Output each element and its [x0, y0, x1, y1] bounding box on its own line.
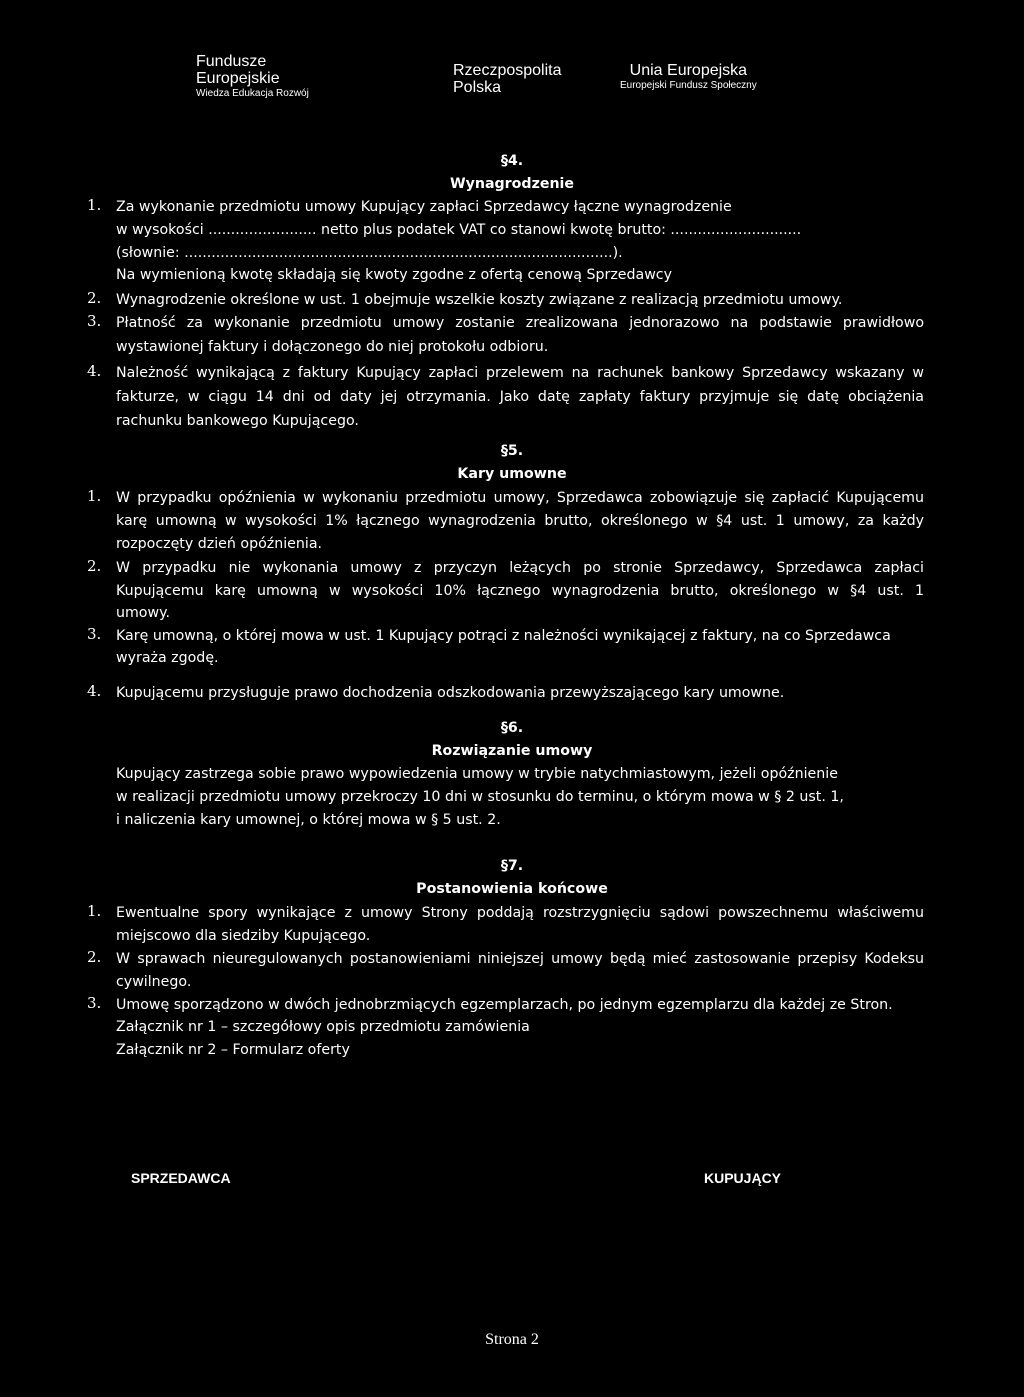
s7-item-2-line-1: W sprawach nieuregulowanych postanowieniami niniejszej umowy będą mieć zastosowanie przepisy Kodeksu — [116, 951, 924, 967]
s6-line-1: Kupujący zastrzega sobie prawo wypowiedzenia umowy w trybie natychmiastowym, jeżeli opóźnienie — [116, 766, 838, 782]
s4-item-4-line-3: rachunku bankowego Kupującego. — [116, 413, 359, 429]
s4-item-2-number: 2. — [87, 289, 102, 307]
signature-buyer-label: KUPUJĄCY — [704, 1170, 782, 1186]
section-5-title: Kary umowne — [457, 466, 567, 482]
s6-line-2: w realizacji przedmiotu umowy przekroczy 10 dni w stosunku do terminu, o którym mowa w § 2 ust. 1, — [116, 789, 844, 805]
s4-item-1-line-4: Na wymienioną kwotę składają się kwoty zgodne z ofertą cenową Sprzedawcy — [116, 267, 672, 283]
s7-item-2-line-2: cywilnego. — [116, 974, 192, 990]
s7-item-1-number: 1. — [87, 902, 102, 920]
section-4-number: §4. — [500, 153, 524, 169]
s5-item-1-line-3: rozpoczęty dzień opóźnienia. — [116, 536, 323, 552]
s4-item-4-number: 4. — [87, 362, 102, 380]
s4-item-3-line-1: Płatność za wykonanie przedmiotu umowy zostanie zrealizowana jednorazowo na podstawie prawidłowo — [116, 315, 924, 331]
signature-seller-label: SPRZEDAWCA — [131, 1170, 231, 1186]
attachment-2: Załącznik nr 2 – Formularz oferty — [116, 1042, 350, 1058]
logo-unia-europejska — [620, 62, 757, 93]
s4-item-3-line-2: wystawionej faktury i dołączonego do niej protokołu odbioru. — [116, 339, 549, 355]
s5-item-1-number: 1. — [87, 487, 102, 505]
s4-item-4-line-1: Należność wynikającą z faktury Kupujący zapłaci przelewem na rachunek bankowy Sprzedawcy wskazany w — [116, 365, 924, 381]
section-4-title: Wynagrodzenie — [449, 176, 575, 192]
page-number: Strona 2 — [485, 1331, 539, 1348]
s4-item-4-line-2: fakturze, w ciągu 14 dni od daty jej otrzymania. Jako datę zapłaty faktury przyjmuje się datę obciążenia — [116, 389, 924, 405]
s4-item-1-number: 1. — [87, 196, 102, 214]
s5-item-3-number: 3. — [87, 625, 102, 643]
s5-item-1-line-1: W przypadku opóźnienia w wykonaniu przedmiotu umowy, Sprzedawca zobowiązuje się zapłacić Kupującemu — [116, 490, 924, 506]
s4-item-1-line-2: w wysokości ........................ netto plus podatek VAT co stanowi kwotę brutto: ............................. — [116, 222, 802, 238]
logo-fe-line1: Fundusze — [196, 53, 267, 70]
s4-item-1-line-1: Za wykonanie przedmiotu umowy Kupujący zapłaci Sprzedawcy łączne wynagrodzenie — [116, 199, 732, 215]
logo-fundusze-europejskie — [196, 53, 309, 101]
section-7-title: Postanowienia końcowe — [416, 881, 608, 897]
logo-rp-line1: Rzeczpospolita — [453, 62, 562, 79]
section-6-title: Rozwiązanie umowy — [431, 743, 593, 759]
s5-item-1-line-2: karę umowną w wysokości 1% łącznego wynagrodzenia brutto, określonego w §4 ust. 1 umowy, za każdy — [116, 513, 924, 529]
s6-line-3: i naliczenia kary umownej, o której mowa w § 5 ust. 2. — [116, 812, 501, 828]
logo-ue-line1: Unia Europejska — [629, 62, 748, 79]
s4-item-2-line-1: Wynagrodzenie określone w ust. 1 obejmuje wszelkie koszty związane z realizacją przedmiotu umowy. — [116, 292, 843, 308]
section-5-number: §5. — [500, 443, 524, 459]
section-7-number: §7. — [500, 858, 524, 874]
s7-item-2-number: 2. — [87, 948, 102, 966]
s7-item-1-line-1: Ewentualne spory wynikające z umowy Strony poddają rozstrzygnięciu sądowi powszechnemu właściwemu — [116, 905, 924, 921]
s5-item-3-line-2: wyraża zgodę. — [116, 650, 219, 666]
logo-rzeczpospolita-polska — [453, 62, 562, 96]
s7-item-3-line-1: Umowę sporządzono w dwóch jednobrzmiących egzemplarzach, po jednym egzemplarzu dla każdej ze Stron. — [116, 997, 893, 1013]
s5-item-3-line-1: Karę umowną, o której mowa w ust. 1 Kupujący potrąci z należności wynikającej z faktury, na co Sprzedawca — [116, 628, 891, 644]
s5-item-4-number: 4. — [87, 682, 102, 700]
s4-item-3-number: 3. — [87, 312, 102, 330]
s4-item-1-line-3: (słownie: ...............................................................................................). — [116, 245, 623, 261]
s5-item-2-line-3: umowy. — [116, 605, 170, 621]
s5-item-2-number: 2. — [87, 557, 102, 575]
logo-ue-tagline: Europejski Fundusz Społeczny — [620, 80, 757, 91]
attachment-1: Załącznik nr 1 – szczegółowy opis przedmiotu zamówienia — [116, 1019, 530, 1035]
s7-item-3-number: 3. — [87, 994, 102, 1012]
logo-fe-tagline: Wiedza Edukacja Rozwój — [196, 88, 309, 99]
s5-item-4-line-1: Kupującemu przysługuje prawo dochodzenia odszkodowania przewyższającego kary umowne. — [116, 685, 785, 701]
s5-item-2-line-1: W przypadku nie wykonania umowy z przyczyn leżących po stronie Sprzedawcy, Sprzedawca zapłaci — [116, 560, 924, 576]
section-6-number: §6. — [500, 720, 524, 736]
s7-item-1-line-2: miejscowo dla siedziby Kupującego. — [116, 928, 371, 944]
logo-fe-line2: Europejskie — [196, 70, 280, 87]
s5-item-2-line-2: Kupującemu karę umowną w wysokości 10% łącznego wynagrodzenia brutto, określonego w §4 ust. 1 — [116, 583, 924, 599]
logo-rp-line2: Polska — [453, 79, 502, 96]
